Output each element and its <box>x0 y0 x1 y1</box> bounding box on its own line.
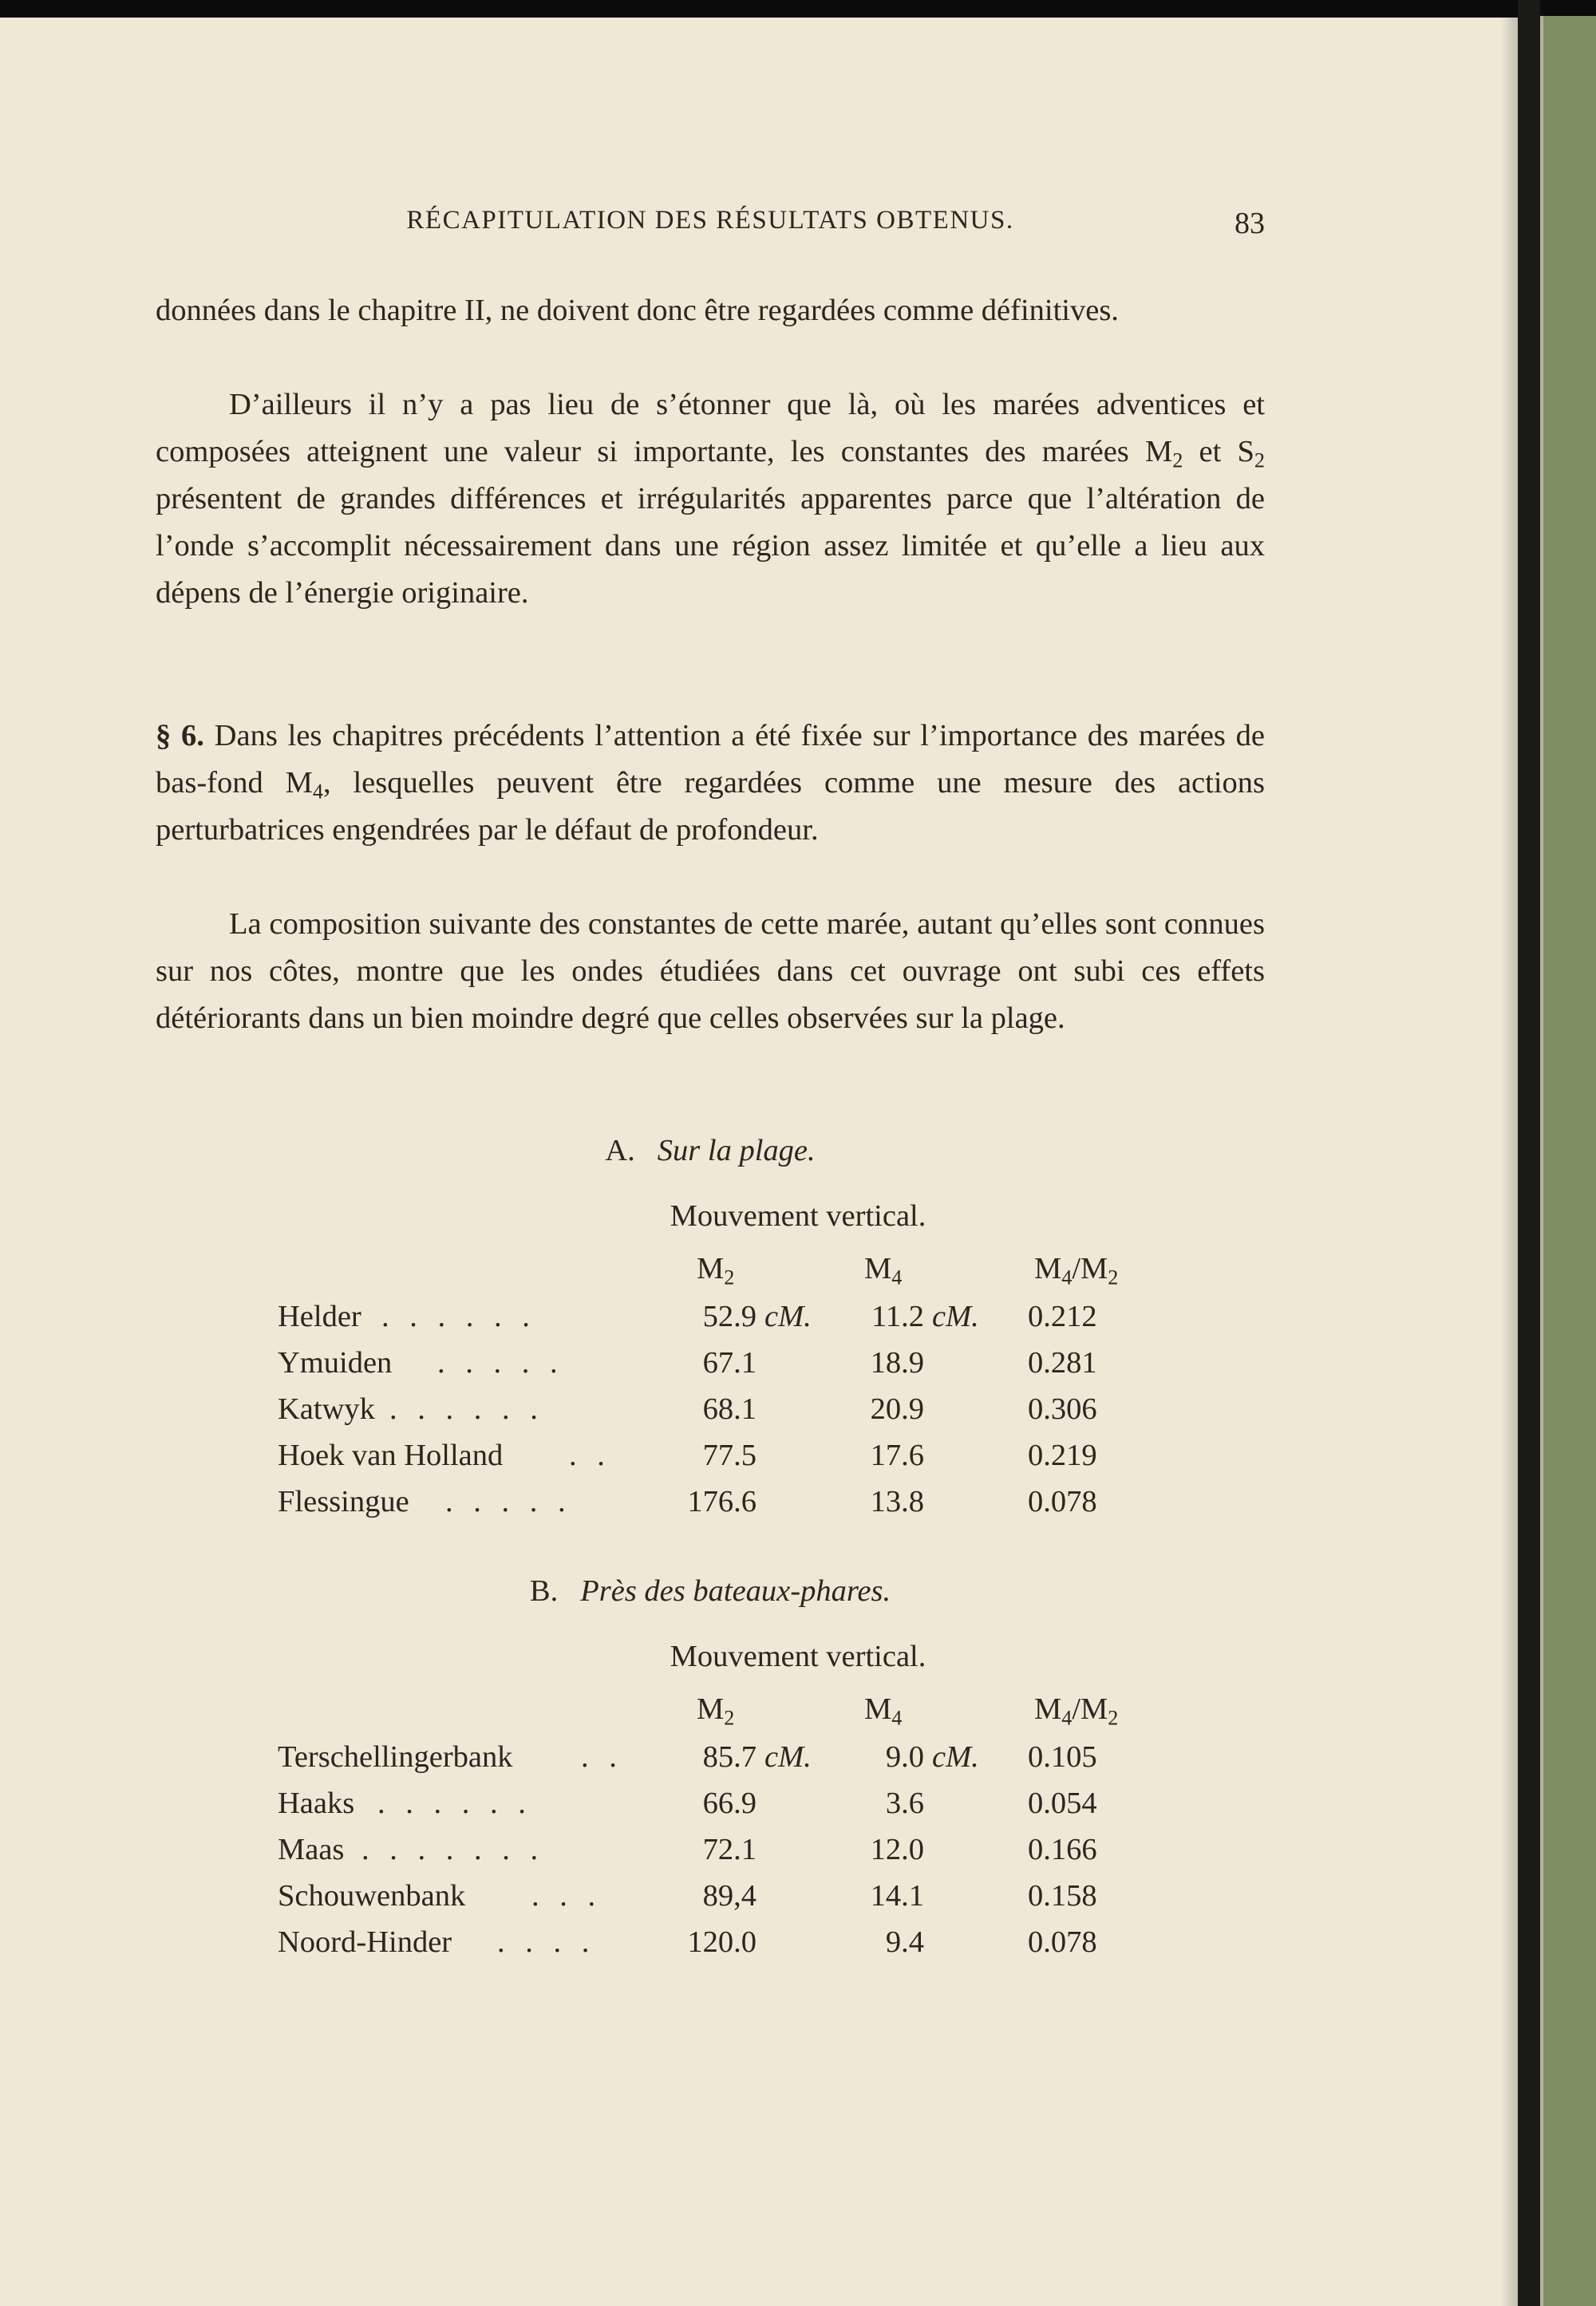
table-a-col-m2: $M_2$ <box>697 1252 735 1289</box>
leader-dots: . . . . . <box>445 1485 572 1518</box>
m4-value: 18.9 <box>870 1346 924 1380</box>
binding-edge <box>1518 0 1540 2306</box>
m2-value: 67.1 <box>702 1346 757 1380</box>
table-row <box>278 1739 1156 1786</box>
page-number: 83 <box>1235 207 1265 240</box>
ratio-value: 0.078 <box>1028 1485 1097 1518</box>
ratio-value: 0.078 <box>1028 1925 1097 1959</box>
m2-value: 176.6 <box>687 1485 757 1518</box>
page-gutter-shadow <box>1500 18 1518 2306</box>
m4-value: 20.9 <box>870 1392 924 1426</box>
table-row <box>278 1786 1156 1832</box>
paragraph-4 <box>156 901 1265 1042</box>
m2-value: 66.9 <box>702 1787 757 1820</box>
m2-value: 120.0 <box>687 1925 757 1959</box>
m4-value: 13.8 <box>870 1485 924 1518</box>
table-row <box>278 1392 1156 1438</box>
ratio-value: 0.158 <box>1028 1879 1097 1913</box>
station-name: Haaks <box>278 1787 355 1820</box>
ratio-value: 0.219 <box>1028 1439 1097 1472</box>
m2-value: 77.5 <box>702 1439 757 1472</box>
leader-dots: . . . <box>531 1879 602 1913</box>
leader-dots: . . <box>569 1439 611 1472</box>
leader-dots: . . . . . <box>437 1346 564 1380</box>
table-a-col-m4: $M_4$ <box>864 1252 903 1289</box>
unit: cM. <box>764 1740 812 1774</box>
m2-value: 68.1 <box>702 1392 757 1426</box>
ratio-value: 0.105 <box>1028 1740 1097 1774</box>
table-a-col-ratio: $M_4/M_2$ <box>1034 1252 1119 1289</box>
table-a-title: Sur la plage. <box>657 1134 816 1167</box>
table-row <box>278 1438 1156 1484</box>
m4-value: 12.0 <box>870 1833 924 1866</box>
leader-dots: . . . . . . . <box>361 1833 545 1866</box>
m2-value: 72.1 <box>702 1833 757 1866</box>
paragraph-1-text: données dans le chapitre II, ne doivent donc être regardées comme définitives. <box>156 294 1119 327</box>
running-title: RÉCAPITULATION DES RÉSULTATS OBTENUS. <box>406 206 1014 235</box>
ratio-value: 0.054 <box>1028 1787 1097 1820</box>
ratio-value: 0.281 <box>1028 1346 1097 1380</box>
table-a-heading <box>156 1133 1265 1168</box>
station-name: Katwyk <box>278 1392 375 1426</box>
paragraph-4-text: La composition suivante des constantes de cette marée, autant qu’elles sont connues sur nos côtes, montre que les ondes étudiées dans cet ouvrage ont subi ces effets détériorants dans un bien moindre degré que celles observées sur la plage. <box>156 907 1265 1035</box>
table-row <box>278 1832 1156 1878</box>
table-row <box>278 1299 1156 1345</box>
table-row <box>278 1878 1156 1925</box>
scan-border-top <box>0 0 1596 18</box>
leader-dots: . . . . . . <box>389 1392 544 1426</box>
ratio-value: 0.166 <box>1028 1833 1097 1866</box>
table-row <box>278 1925 1156 1971</box>
station-name: Flessingue <box>278 1485 409 1518</box>
table-b-col-m4: $M_4$ <box>864 1692 903 1730</box>
station-name: Terschellingerbank <box>278 1740 513 1774</box>
m4-value: 9.4 <box>885 1925 924 1959</box>
unit: cM. <box>932 1740 979 1774</box>
paragraph-2-text: D’ailleurs il n’y a pas lieu de s’étonner que là, où les marées adventices et composées atteignent une valeur si importante, les constantes des marées $M_2$ et $S_2$ présentent de grandes différences et irrégularités apparentes parce que l’altération de l’onde s’accomplit nécessairement dans une région assez limitée et qu’elle a lieu aux dépens de l’énergie originaire. <box>156 388 1265 610</box>
m4-value: 14.1 <box>870 1879 924 1913</box>
station-name: Schouwenbank <box>278 1879 466 1913</box>
leader-dots: . . . . . . <box>381 1300 536 1333</box>
station-name: Helder <box>278 1300 361 1333</box>
table-a-label: A. <box>605 1134 635 1167</box>
table-a-subtitle: Mouvement vertical. <box>670 1199 926 1233</box>
ratio-value: 0.306 <box>1028 1392 1097 1426</box>
paragraph-2 <box>156 381 1265 617</box>
unit: cM. <box>932 1300 979 1333</box>
m4-value: 17.6 <box>870 1439 924 1472</box>
section-mark: § 6. <box>156 719 204 752</box>
table-b-title: Près des bateaux-phares. <box>580 1574 891 1608</box>
paragraph-1 <box>156 287 1265 334</box>
paragraph-3-text: § 6. Dans les chapitres précédents l’attention a été fixée sur l’importance des marées de bas-fond $M_4$, lesquelles peuvent être regardées comme une mesure des actions perturbatrices engendrées par le défaut de profondeur. <box>156 719 1265 847</box>
table-b-col-m2: $M_2$ <box>697 1692 735 1730</box>
ratio-value: 0.212 <box>1028 1300 1097 1333</box>
station-name: Ymuiden <box>278 1346 393 1380</box>
unit: cM. <box>764 1300 812 1333</box>
m2-value: 52.9 <box>702 1300 757 1333</box>
table-b-subtitle: Mouvement vertical. <box>670 1640 926 1673</box>
leader-dots: . . . . <box>497 1925 596 1959</box>
m2-value: 89,4 <box>702 1879 757 1913</box>
leader-dots: . . . . . . <box>377 1787 532 1820</box>
table-row <box>278 1345 1156 1392</box>
leader-dots: . . <box>581 1740 623 1774</box>
table-b-heading <box>156 1574 1265 1609</box>
m2-value: 85.7 <box>702 1740 757 1774</box>
paragraph-3 <box>156 713 1265 854</box>
table-b-col-ratio: $M_4/M_2$ <box>1034 1692 1119 1730</box>
table-row <box>278 1484 1156 1530</box>
book-cover-edge <box>1540 16 1596 2306</box>
station-name: Hoek van Holland <box>278 1439 504 1472</box>
m4-value: 11.2 <box>871 1300 924 1333</box>
table-b-label: B. <box>529 1574 559 1608</box>
station-name: Maas <box>278 1833 345 1866</box>
m4-value: 9.0 <box>885 1740 924 1774</box>
station-name: Noord-Hinder <box>278 1925 452 1959</box>
m4-value: 3.6 <box>885 1787 924 1820</box>
